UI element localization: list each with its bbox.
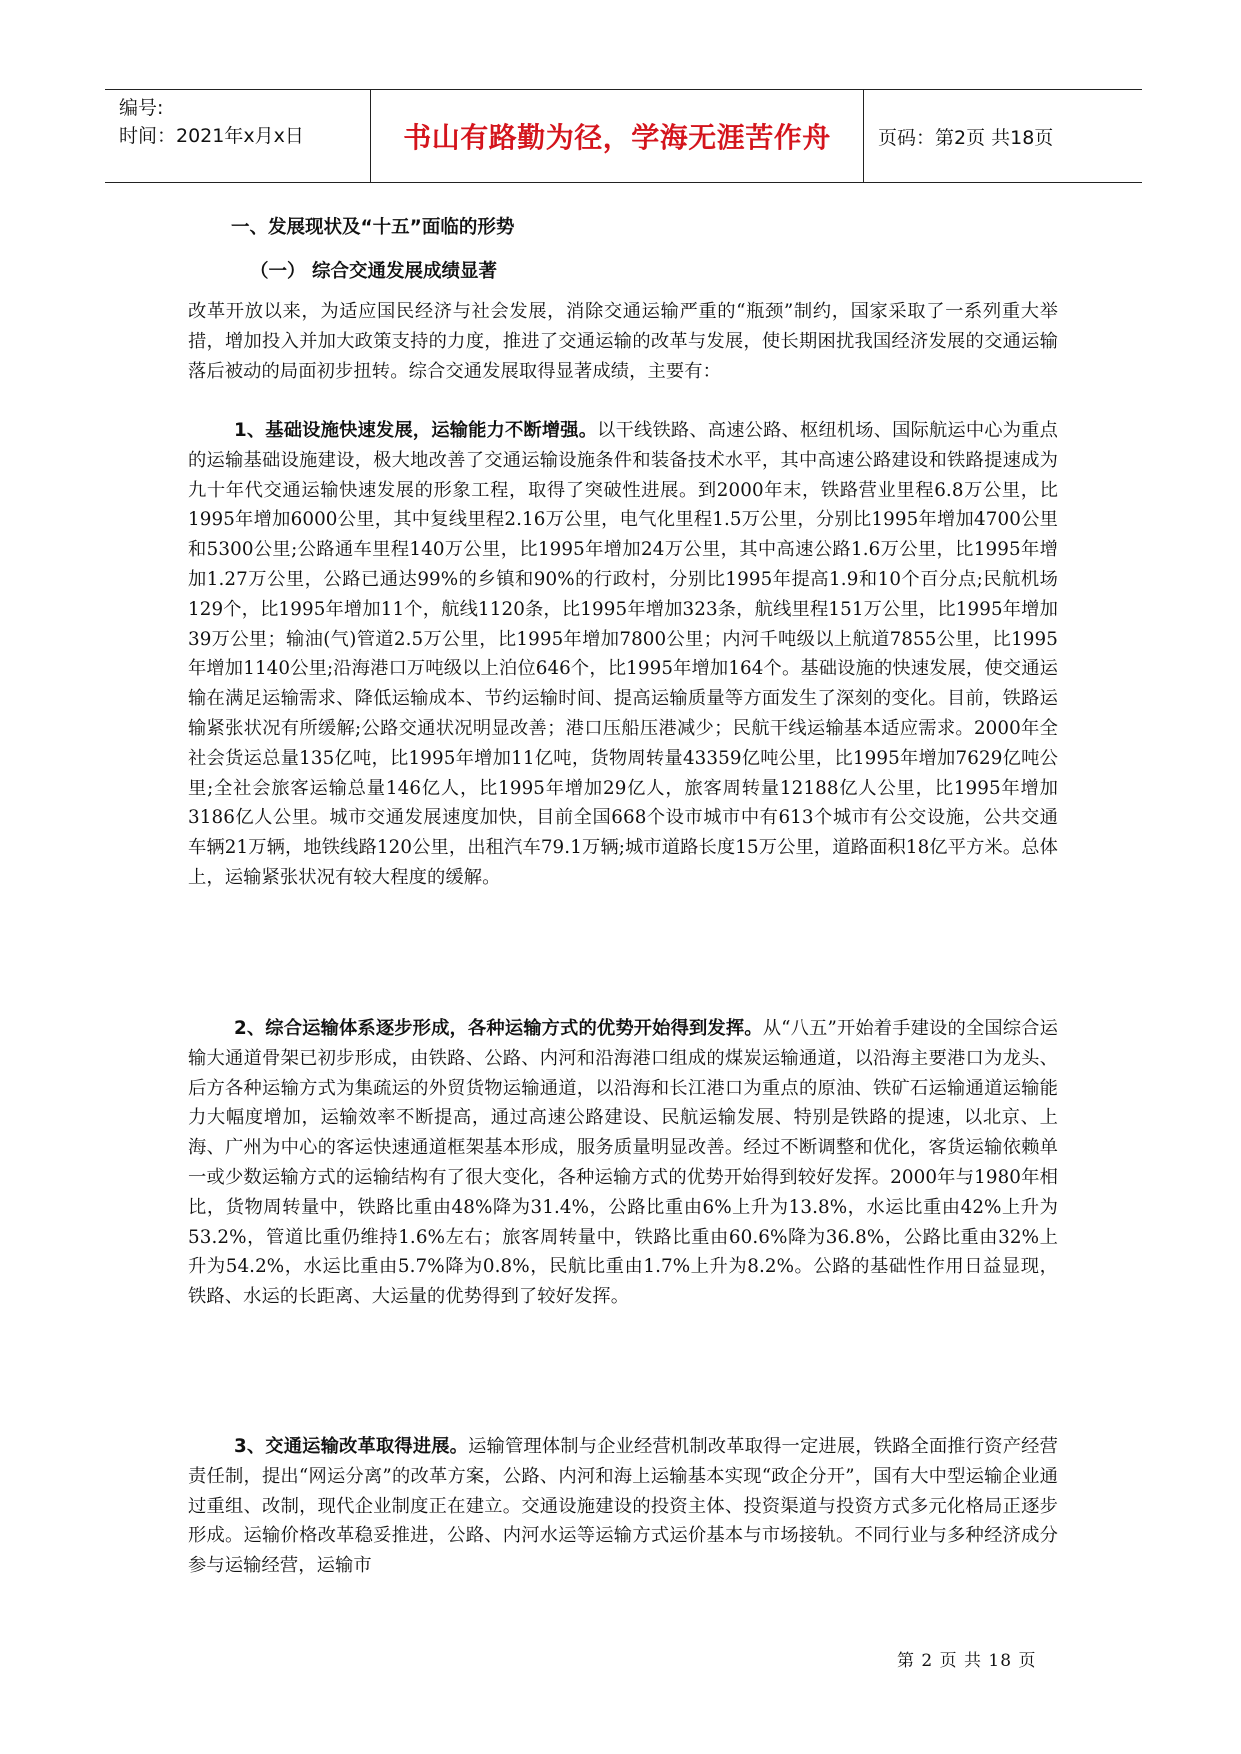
item-3-heading: 3、交通运输改革取得进展。 <box>234 1436 469 1457</box>
header-meta <box>105 90 371 182</box>
item-2-heading: 2、综合运输体系逐步形成，各种运输方式的优势开始得到发挥。 <box>234 1018 763 1039</box>
paragraph-item-1 <box>188 416 1058 893</box>
section-title: 一、发展现状及“十五”面临的形势 <box>231 217 515 238</box>
number-label: 编号: <box>119 97 164 119</box>
item-1-heading: 1、基础设施快速发展，运输能力不断增强。 <box>234 420 598 441</box>
paragraph-item-3 <box>188 1432 1058 1581</box>
date-label: 时间：2021年x月x日 <box>119 125 304 147</box>
header-page-code: 页码：第2页 共18页 <box>878 126 1054 149</box>
page-header <box>105 89 1142 183</box>
item-3-text: 运输管理体制与企业经营机制改革取得一定进展，铁路全面推行资产经营责任制，提出“网运分离”的改革方案，公路、内河和海上运输基本实现“政企分开”，国有大中型运输企业通过重组、改制，现代企业制度正在建立。交通设施建设的投资主体、投资渠道与投资方式多元化格局正逐步形成。运输价格改革稳妥推进，公路、内河水运等运输方式运价基本与市场接轨。不同行业与多种经济成分参与运输经营，运输市 <box>188 1436 1058 1577</box>
intro-paragraph: 改革开放以来，为适应国民经济与社会发展，消除交通运输严重的“瓶颈”制约，国家采取了一系列重大举措，增加投入并加大政策支持的力度，推进了交通运输的改革与发展，使长期困扰我国经济发展的交通运输落后被动的局面初步扭转。综合交通发展取得显著成绩，主要有： <box>188 301 1058 382</box>
subsection-title: （一） 综合交通发展成绩显著 <box>250 261 497 282</box>
item-1-text: 以干线铁路、高速公路、枢纽机场、国际航运中心为重点的运输基础设施建设，极大地改善了交通运输设施条件和装备技术水平，其中高速公路建设和铁路提速成为九十年代交通运输快速发展的形象工程，取得了突破性进展。到2000年末，铁路营业里程6.8万公里，比1995年增加6000公里，其中复线里程2.16万公里，电气化里程1.5万公里，分别比1995年增加4700公里和5300公里;公路通车里程140万公里，比1995年增加24万公里，其中高速公路1.6万公里，比1995年增加1.27万公里，公路已通达99%的乡镇和90%的行政村，分别比1995年提高1.9和10个百分点;民航机场129个，比1995年增加11个，航线1120条，比1995年增加323条，航线里程151万公里，比1995年增加39万公里；输油(气)管道2.5万公里，比1995年增加7800公里；内河千吨级以上航道7855公里，比1995年增加1140公里;沿海港口万吨级以上泊位646个，比1995年增加164个。基础设施的快速发展，使交通运输在满足运输需求、降低运输成本、节约运输时间、提高运输质量等方面发生了深刻的变化。目前，铁路运输紧张状况有所缓解;公路交通状况明显改善；港口压船压港减少；民航干线运输基本适应需求。2000年全社会货运总量135亿吨，比1995年增加11亿吨，货物周转量43359亿吨公里，比1995年增加7629亿吨公里;全社会旅客运输总量146亿人，比1995年增加29亿人，旅客周转量12188亿人公里，比1995年增加3186亿人公里。城市交通发展速度加快，目前全国668个设市城市中有613个城市有公交设施，公共交通车辆21万辆，地铁线路120公里，出租汽车79.1万辆;城市道路长度15万公里，道路面积18亿平方米。总体上，运输紧张状况有较大程度的缓解。 <box>188 420 1058 888</box>
item-2-text: 从“八五”开始着手建设的全国综合运输大通道骨架已初步形成，由铁路、公路、内河和沿海港口组成的煤炭运输通道，以沿海主要港口为龙头、后方各种运输方式为集疏运的外贸货物运输通道，以沿海和长江港口为重点的原油、铁矿石运输通道运输能力大幅度增加，运输效率不断提高，通过高速公路建设、民航运输发展、特别是铁路的提速，以北京、上海、广州为中心的客运快速通道框架基本形成，服务质量明显改善。经过不断调整和优化，客货运输依赖单一或少数运输方式的运输结构有了很大变化，各种运输方式的优势开始得到较好发挥。2000年与1980年相比，货物周转量中，铁路比重由48%降为31.4%，公路比重由6%上升为13.8%，水运比重由42%上升为53.2%，管道比重仍维持1.6%左右；旅客周转量中，铁路比重由60.6%降为36.8%，公路比重由32%上升为54.2%，水运比重由5.7%降为0.8%，民航比重由1.7%上升为8.2%。公路的基础性作用日益显现，铁路、水运的长距离、大运量的优势得到了较好发挥。 <box>188 1018 1058 1308</box>
paragraph-item-2 <box>188 1014 1058 1312</box>
page-footer: 第 2 页 共 18 页 <box>897 1651 1037 1671</box>
header-motto: 书山有路勤为径，学海无涯苦作舟 <box>371 90 864 182</box>
